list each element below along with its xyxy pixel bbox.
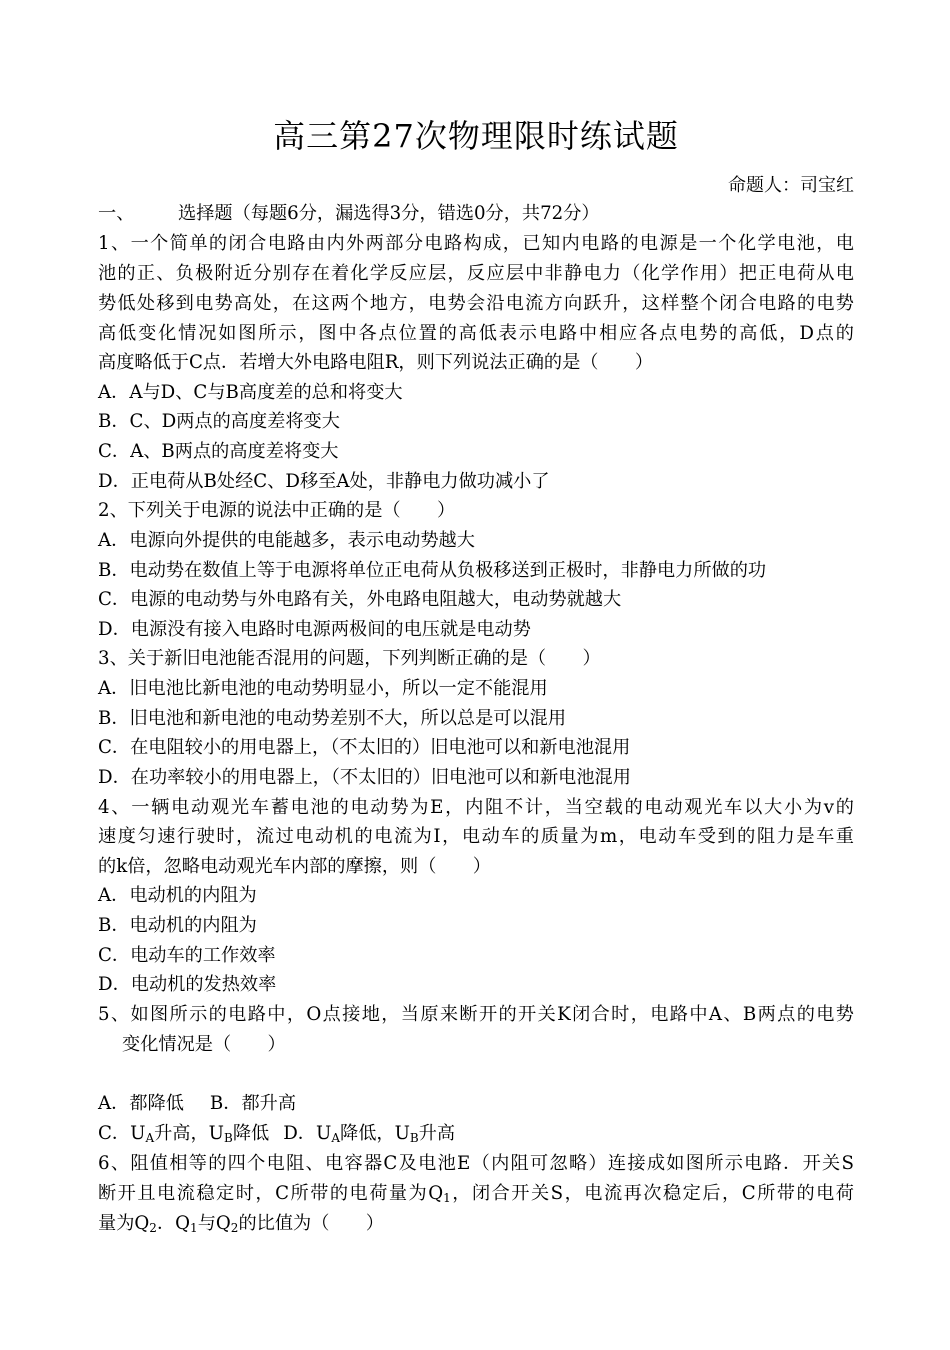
section-text: 选择题（每题6分，漏选得3分，错选0分，共72分）	[178, 203, 600, 224]
q6-stem-line-3: 量为$Q_2$．$Q_1$与$Q_2$的比值为（ ）	[98, 1213, 384, 1235]
q2-option-a: A．电源向外提供的电能越多，表示电动势越大	[98, 530, 475, 551]
q5-option-a: A．都降低	[98, 1093, 184, 1114]
q4-stem-line-2: 速度匀速行驶时，流过电动机的电流为I，电动车的质量为m，电动车受到的阻力是车重	[98, 826, 854, 847]
q2-stem: 2、下列关于电源的说法中正确的是（ ）	[98, 500, 456, 521]
page-title: 高三第27次物理限时练试题	[273, 117, 679, 155]
q1-stem-line-3: 势低处移到电势高处，在这两个地方，电势会沿电流方向跃升，这样整个闭合电路的电势	[98, 293, 854, 314]
q3-option-b: B．旧电池和新电池的电动势差别不大，所以总是可以混用	[98, 708, 567, 729]
q4-option-a: A．电动机的内阻为	[98, 885, 257, 906]
q1-stem-line-4: 高低变化情况如图所示，图中各点位置的高低表示电路中相应各点电势的高低，D点的	[98, 323, 854, 344]
q4-option-d: D．电动机的发热效率	[98, 974, 277, 995]
q5-stem-line-1: 5、如图所示的电路中，O点接地，当原来断开的开关K闭合时，电路中A、B两点的电势	[98, 1004, 854, 1025]
q2-option-b: B．电动势在数值上等于电源将单位正电荷从负极移送到正极时，非静电力所做的功	[98, 560, 767, 581]
q3-option-d: D．在功率较小的用电器上，（不太旧的）旧电池可以和新电池混用	[98, 767, 631, 788]
q1-option-a: A．A与D、C与B高度差的总和将变大	[98, 382, 403, 403]
q6-stem-line-1: 6、阻值相等的四个电阻、电容器C及电池E（内阻可忽略）连接成如图所示电路．开关S	[98, 1153, 854, 1174]
author-line: 命题人：司宝红	[728, 175, 854, 196]
q5-option-d: D．$U_A$降低，$U_B$升高	[283, 1123, 456, 1145]
q5-option-b: B．都升高	[209, 1093, 297, 1114]
q5-stem-line-2: 变化情况是（ ）	[122, 1034, 286, 1055]
q1-option-b: B．C、D两点的高度差将变大	[98, 411, 340, 432]
q3-option-c: C．在电阻较小的用电器上，（不太旧的）旧电池可以和新电池混用	[98, 737, 631, 758]
q1-option-c: C．A、B两点的高度差将变大	[98, 441, 339, 462]
q3-option-a: A．旧电池比新电池的电动势明显小，所以一定不能混用	[98, 678, 548, 699]
q1-option-d: D．正电荷从B处经C、D移至A处，非静电力做功减小了	[98, 471, 550, 492]
q6-stem-line-2: 断开且电流稳定时，C所带的电荷量为$Q_1$，闭合开关S，电流再次稳定后，C所带的电荷	[98, 1183, 854, 1205]
q4-option-b: B．电动机的内阻为	[98, 915, 257, 936]
section-number: 一、	[98, 203, 135, 224]
q5-option-c: C．$U_A$升高，$U_B$降低	[98, 1123, 270, 1145]
q1-stem-line-2: 池的正、负极附近分别存在着化学反应层，反应层中非静电力（化学作用）把正电荷从电	[98, 263, 854, 284]
q2-option-d: D．电源没有接入电路时电源两极间的电压就是电动势	[98, 619, 531, 640]
q2-option-c: C．电源的电动势与外电路有关，外电路电阻越大，电动势就越大	[98, 589, 622, 610]
q3-stem: 3、关于新旧电池能否混用的问题，下列判断正确的是（ ）	[98, 648, 601, 669]
q4-option-c: C．电动车的工作效率	[98, 945, 276, 966]
q1-stem-line-5: 高度略低于C点．若增大外电路电阻R，则下列说法正确的是（ ）	[98, 352, 654, 373]
section-heading	[98, 200, 854, 228]
q5-options-ab	[98, 1090, 854, 1118]
q4-stem-line-3: 的k倍，忽略电动观光车内部的摩擦，则（ ）	[98, 856, 491, 877]
q1-stem-line-1: 1、一个简单的闭合电路由内外两部分电路构成，已知内电路的电源是一个化学电池，电	[98, 233, 854, 254]
q4-stem-line-1: 4、一辆电动观光车蓄电池的电动势为E，内阻不计，当空载的电动观光车以大小为v的	[98, 797, 854, 818]
q5-options-cd	[98, 1120, 854, 1148]
